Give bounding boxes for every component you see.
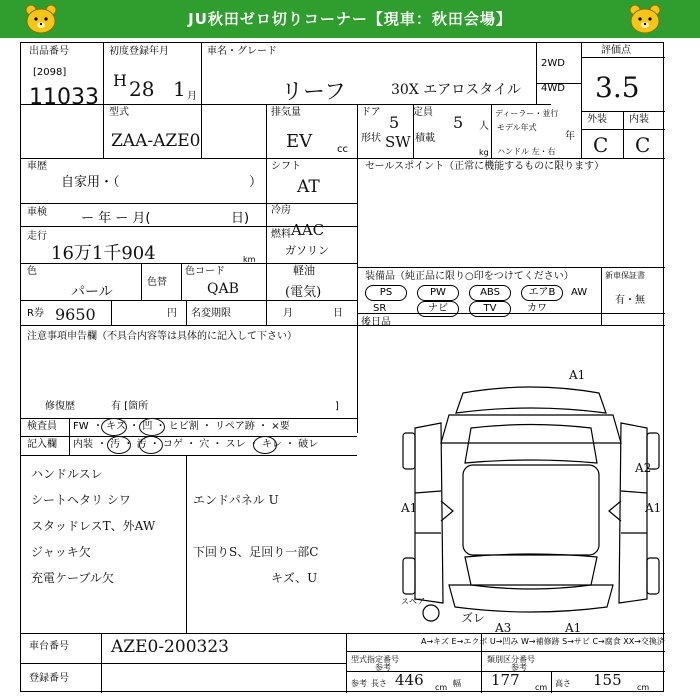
- width-value: 177: [491, 671, 520, 689]
- doors-value: 5: [389, 113, 400, 132]
- ac-value: AAC: [291, 221, 325, 239]
- remark-right: キズ、U: [271, 571, 318, 585]
- damage-mark: A1: [565, 621, 582, 635]
- history-label: 車歴: [27, 161, 47, 172]
- displacement-label: 排気量: [271, 107, 301, 118]
- lot-number: 11033: [29, 85, 99, 110]
- damage-mark: A1: [569, 368, 586, 382]
- int-check-label: 内装: [73, 439, 93, 450]
- mileage-value: 16万1千904: [51, 243, 156, 264]
- doors-label: ドア: [361, 107, 381, 118]
- repair-label: 修復歴: [45, 401, 75, 412]
- int-items: ・ 汚 ・ 汚 ・ コゲ ・ 穴 ・ スレ ・ キレ ・ 破レ: [97, 439, 319, 450]
- handle-label: ハンドル 左・右: [497, 147, 556, 156]
- dealer-label: ディーラー・並行: [495, 109, 559, 118]
- height-label: 高さ: [555, 679, 571, 688]
- drive-2wd: 2WD: [541, 58, 565, 69]
- remark-left: スタッドレスT、外AW: [31, 519, 156, 533]
- fw-items: ・ キズ ・ 凹 ・ ヒビ割 ・ リペア跡 ・ ×要: [93, 421, 290, 432]
- ac-label: 冷房: [271, 205, 291, 216]
- repair-close: ]: [335, 401, 339, 412]
- capacity-label: 定員: [413, 107, 433, 118]
- equip-tv: TV: [469, 301, 511, 317]
- int-label: 内装: [629, 114, 649, 125]
- fuel-diesel: 軽油: [293, 264, 315, 277]
- spec-ref: 参考: [351, 679, 367, 688]
- score-label: 評価点: [601, 45, 631, 56]
- reg-label: 初度登録年月: [109, 46, 169, 57]
- recycle-unit: 円: [167, 308, 177, 319]
- repair-value: 有 [箇所: [111, 401, 149, 412]
- equip-abs: ABS: [469, 285, 511, 301]
- model-year-label: モデル年式: [497, 123, 537, 132]
- damage-mark: A1: [645, 501, 662, 515]
- class-ref: 参考: [511, 663, 527, 672]
- name-change-day: 日: [333, 308, 343, 319]
- height-value: 155: [593, 671, 622, 689]
- legend: A→キズ E→エクボ U→凹み W→補修跡 S→サビ C→腐食 XX→交換済: [421, 637, 665, 646]
- height-unit: cm: [637, 683, 650, 692]
- drive-4wd: 4WD: [541, 83, 565, 94]
- circle-mark: [107, 436, 131, 454]
- circle-mark: [101, 418, 127, 436]
- reg-month: 1: [173, 77, 186, 101]
- reg-era: H: [113, 71, 127, 90]
- chassis-value: AZE0-200323: [111, 637, 229, 657]
- name-change-month: 月: [283, 308, 293, 319]
- equip-pw: PW: [417, 285, 459, 301]
- warranty-value: 有・無: [615, 295, 645, 306]
- shape-value: SW: [385, 133, 411, 151]
- shape-label: 形状: [361, 133, 381, 144]
- type-label: 型式指定番号: [351, 655, 399, 664]
- load-unit: kg: [479, 148, 489, 157]
- bear-mascot-icon: [628, 3, 662, 35]
- circle-mark: [253, 436, 277, 454]
- length-unit: cm: [435, 683, 448, 692]
- class-label: 類別区分番号: [487, 655, 535, 664]
- capacity-value: 5: [453, 113, 464, 132]
- recycle-label: R券: [27, 308, 44, 319]
- ext-label: 外装: [587, 114, 607, 125]
- fuel-label: 燃料: [271, 229, 291, 240]
- equipment-label: 装備品（純正品に限り○印をつけてください）: [365, 271, 574, 282]
- mileage-label: 走行: [27, 231, 47, 242]
- fuel-gas: ガソリン: [285, 244, 329, 257]
- recycle-value: 9650: [55, 305, 96, 324]
- reg-month-unit: 月: [187, 91, 197, 102]
- shift-value: AT: [297, 177, 320, 197]
- inspection-label: 車検: [27, 207, 47, 218]
- inspector-label-2: 記入欄: [27, 439, 57, 450]
- remark-left: ハンドルスレ: [31, 467, 103, 481]
- spare-label: スペア: [401, 597, 425, 606]
- auction-sheet: [20, 42, 664, 692]
- later-label: 後日品: [361, 317, 391, 328]
- equip-leather: カワ: [527, 303, 547, 314]
- width-label: 幅: [453, 679, 461, 688]
- car-grade: 30X エアロスタイル: [391, 82, 521, 98]
- registration-label: 登録番号: [29, 673, 69, 684]
- shift-label: シフト: [271, 161, 301, 172]
- history-value: 自家用・（: [61, 175, 120, 190]
- page-title: JU秋田ゼロ切りコーナー【現車：秋田会場】: [188, 10, 512, 28]
- damage-mark: A1: [401, 501, 418, 515]
- inspector-label: 検査員: [27, 421, 57, 432]
- fw-label: FW: [73, 421, 89, 432]
- inspection-value: ー 年 ー 月(: [81, 211, 151, 226]
- car-name: リーフ: [281, 80, 346, 105]
- color-type-label: 色替: [147, 277, 167, 288]
- name-change-label: 名変期限: [191, 308, 231, 319]
- damage-mark: ズレ: [461, 611, 486, 625]
- remark-right: 下回りS、足回り一部C: [193, 545, 319, 559]
- length-label: 長さ: [371, 679, 387, 688]
- equip-airbag: エアB: [521, 285, 563, 301]
- equip-aw: AW: [571, 287, 588, 298]
- circle-mark: [139, 418, 165, 436]
- ext-grade: C: [593, 133, 609, 157]
- displacement-value: EV: [286, 131, 313, 152]
- remark-right: エンドパネル U: [193, 493, 279, 507]
- color-code-label: 色コード: [185, 266, 225, 277]
- model-value: ZAA-AZE0: [111, 131, 201, 151]
- color-value: パール: [71, 284, 113, 300]
- history-close: ）: [249, 175, 263, 190]
- width-unit: cm: [535, 683, 548, 692]
- int-grade: C: [635, 133, 651, 157]
- model-year-unit: 年: [565, 131, 575, 142]
- sales-point-label: セールスポイント（正常に機能するものに限ります）: [365, 161, 605, 172]
- remark-left: シートヘタリ シワ: [31, 493, 131, 507]
- equip-ps: PS: [365, 285, 407, 301]
- equip-navi: ナビ: [417, 301, 459, 317]
- equip-sr: SR: [373, 303, 387, 314]
- lot-small: [2098]: [33, 67, 67, 78]
- car-label: 車名・グレード: [207, 46, 277, 57]
- damage-mark: A2: [635, 461, 652, 475]
- color-label: 色: [27, 266, 37, 277]
- inspection-day: 日): [231, 211, 250, 226]
- chassis-label: 車台番号: [29, 641, 69, 652]
- warranty-label: 新車保証書: [605, 271, 645, 280]
- damage-mark: A3: [495, 621, 512, 635]
- fuel-other: (電気): [285, 285, 322, 300]
- bear-mascot-icon: [24, 3, 58, 35]
- length-value: 446: [395, 671, 424, 689]
- reg-year: 28: [129, 77, 155, 101]
- remark-left: 充電ケーブル欠: [31, 571, 114, 585]
- lot-label: 出品番号: [29, 46, 69, 57]
- remark-left: ジャッキ欠: [31, 545, 91, 559]
- displacement-unit: cc: [337, 144, 348, 155]
- circle-mark: [139, 436, 163, 454]
- score-value: 3.5: [595, 71, 640, 104]
- notes-label: 注意事項申告欄（不具合内容等は具体的に記入して下さい）: [27, 331, 297, 342]
- car-damage-diagram: [401, 373, 661, 628]
- color-code: QAB: [207, 281, 239, 297]
- mileage-unit: km: [243, 255, 256, 264]
- model-label: 型式: [109, 107, 129, 118]
- load-label: 積載: [415, 133, 435, 144]
- type-ref: 参考: [375, 663, 391, 672]
- capacity-unit: 人: [479, 121, 489, 132]
